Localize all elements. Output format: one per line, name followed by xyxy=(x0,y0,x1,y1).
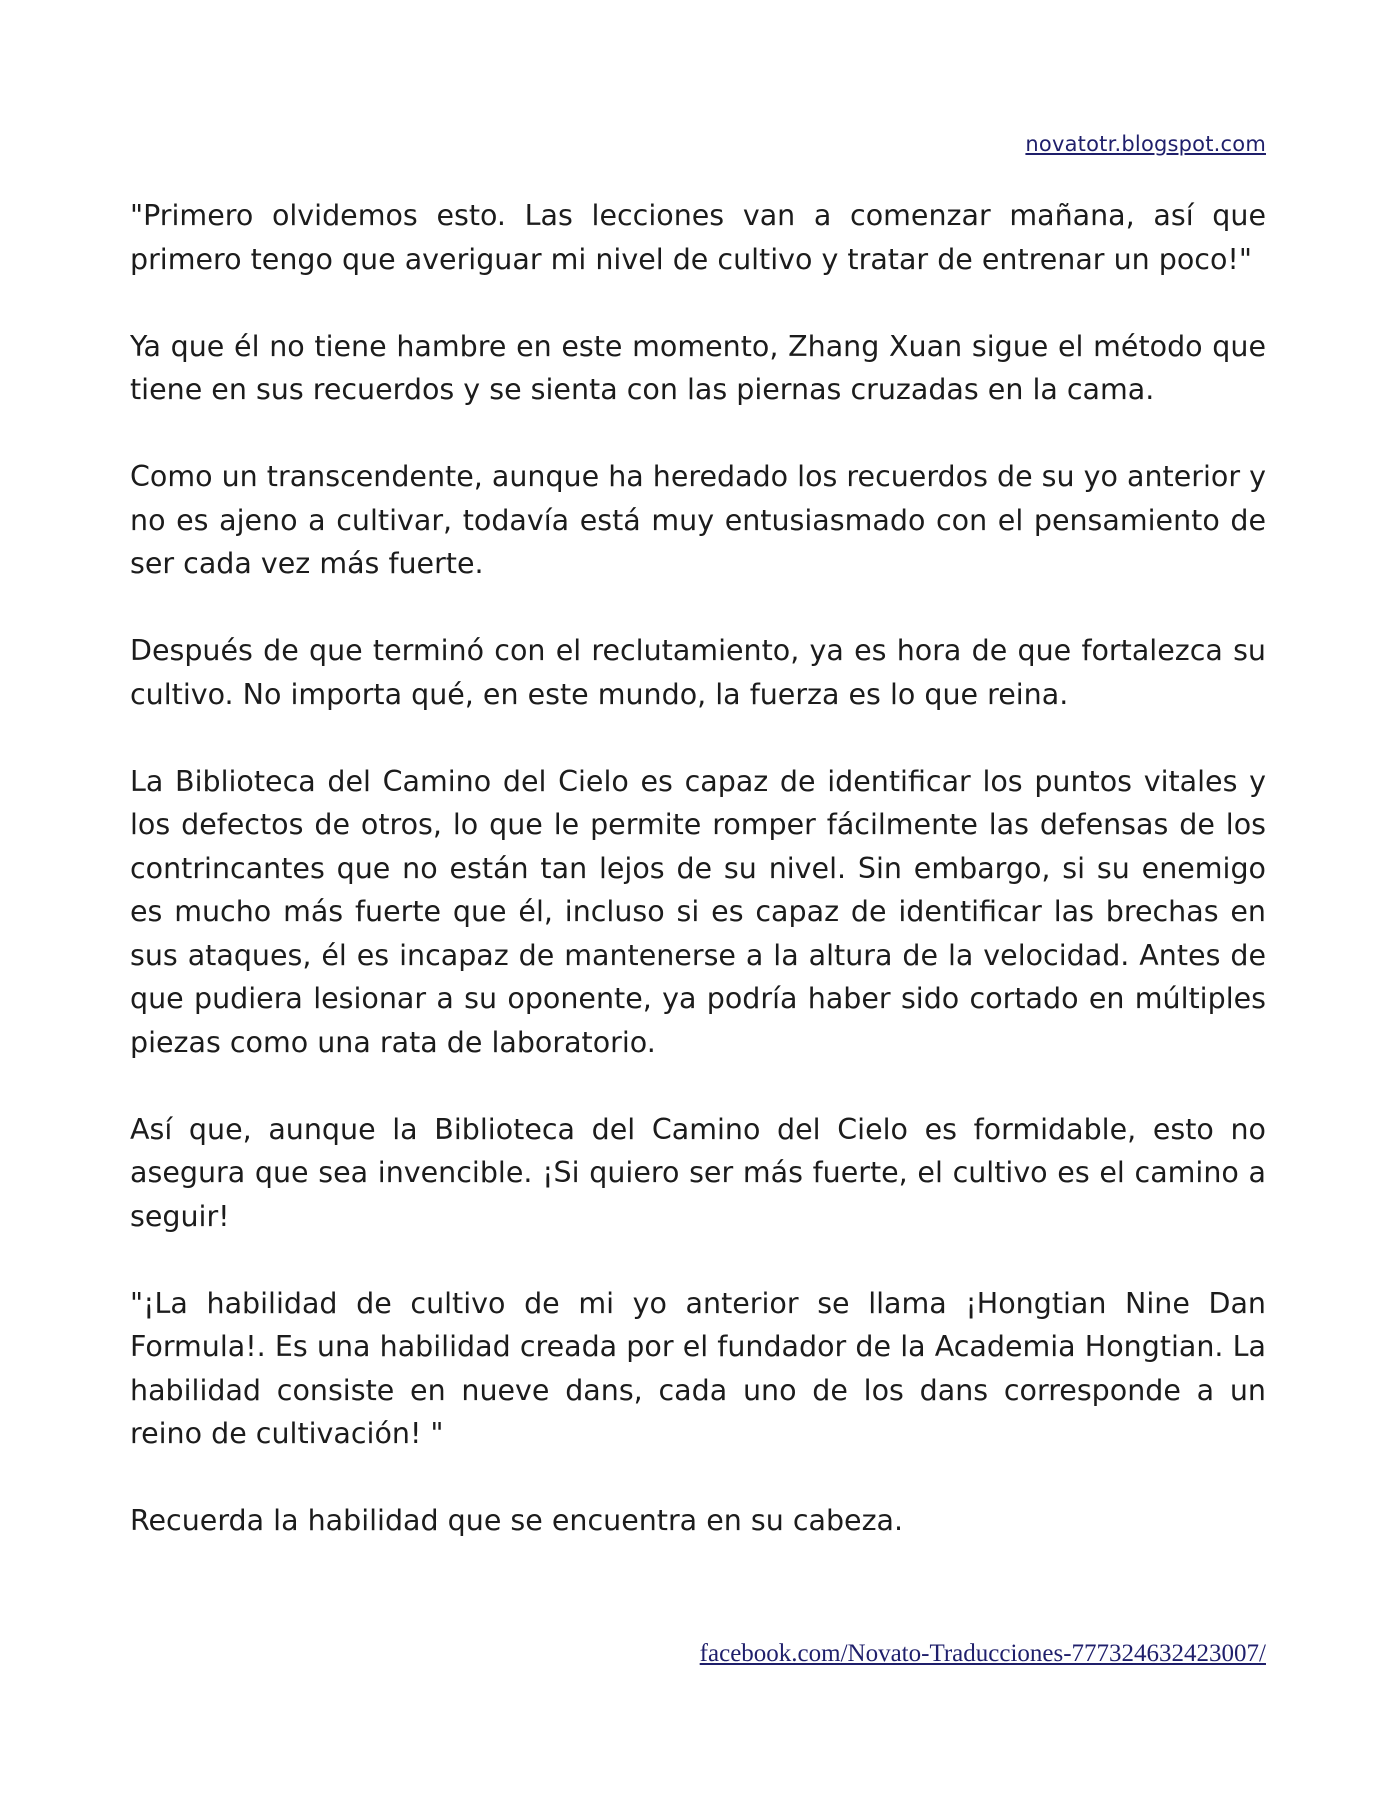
paragraph: Así que, aunque la Biblioteca del Camino del Cielo es formidable, esto no asegura que sea invencible. ¡Si quiero ser más fuerte, el cultivo es el camino a seguir! xyxy=(130,1112,1266,1233)
paragraph: "Primero olvidemos esto. Las lecciones van a comenzar mañana, así que primero tengo que averiguar mi nivel de cultivo y tratar de entrenar un poco!" xyxy=(130,199,1266,276)
paragraph: Como un transcendente, aunque ha heredado los recuerdos de su yo anterior y no es ajeno a cultivar, todavía está muy entusiasmado con el pensamiento de ser cada vez más fuerte. xyxy=(130,460,1266,580)
blog-link[interactable]: novatotr.blogspot.com xyxy=(1025,132,1266,156)
paragraph: Recuerda la habilidad que se encuentra en su cabeza. xyxy=(130,1504,904,1537)
document-body xyxy=(130,194,1266,1543)
paragraph: "¡La habilidad de cultivo de mi yo anterior se llama ¡Hongtian Nine Dan Formula!. Es una habilidad creada por el fundador de la Academia Hongtian. La habilidad consiste en nueve dans, cada uno de los dans corresponde a un reino de cultivación! " xyxy=(130,1286,1266,1450)
paragraph: Después de que terminó con el reclutamiento, ya es hora de que fortalezca su cultivo. No importa qué, en este mundo, la fuerza es lo que reina. xyxy=(130,634,1266,711)
paragraph: Ya que él no tiene hambre en este momento, Zhang Xuan sigue el método que tiene en sus recuerdos y se sienta con las piernas cruzadas en la cama. xyxy=(130,329,1266,406)
paragraph: La Biblioteca del Camino del Cielo es capaz de identificar los puntos vitales y los defectos de otros, lo que le permite romper fácilmente las defensas de los contrincantes que no están tan lejos de su nivel. Sin embargo, si su enemigo es mucho más fuerte que él, incluso si es capaz de identificar las brechas en sus ataques, él es incapaz de mantenerse a la altura de la velocidad. Antes de que pudiera lesionar a su oponente, ya podría haber sido cortado en múltiples piezas como una rata de laboratorio. xyxy=(130,764,1266,1059)
facebook-link[interactable]: facebook.com/Novato-Traducciones-777324632423007/ xyxy=(699,1640,1266,1667)
